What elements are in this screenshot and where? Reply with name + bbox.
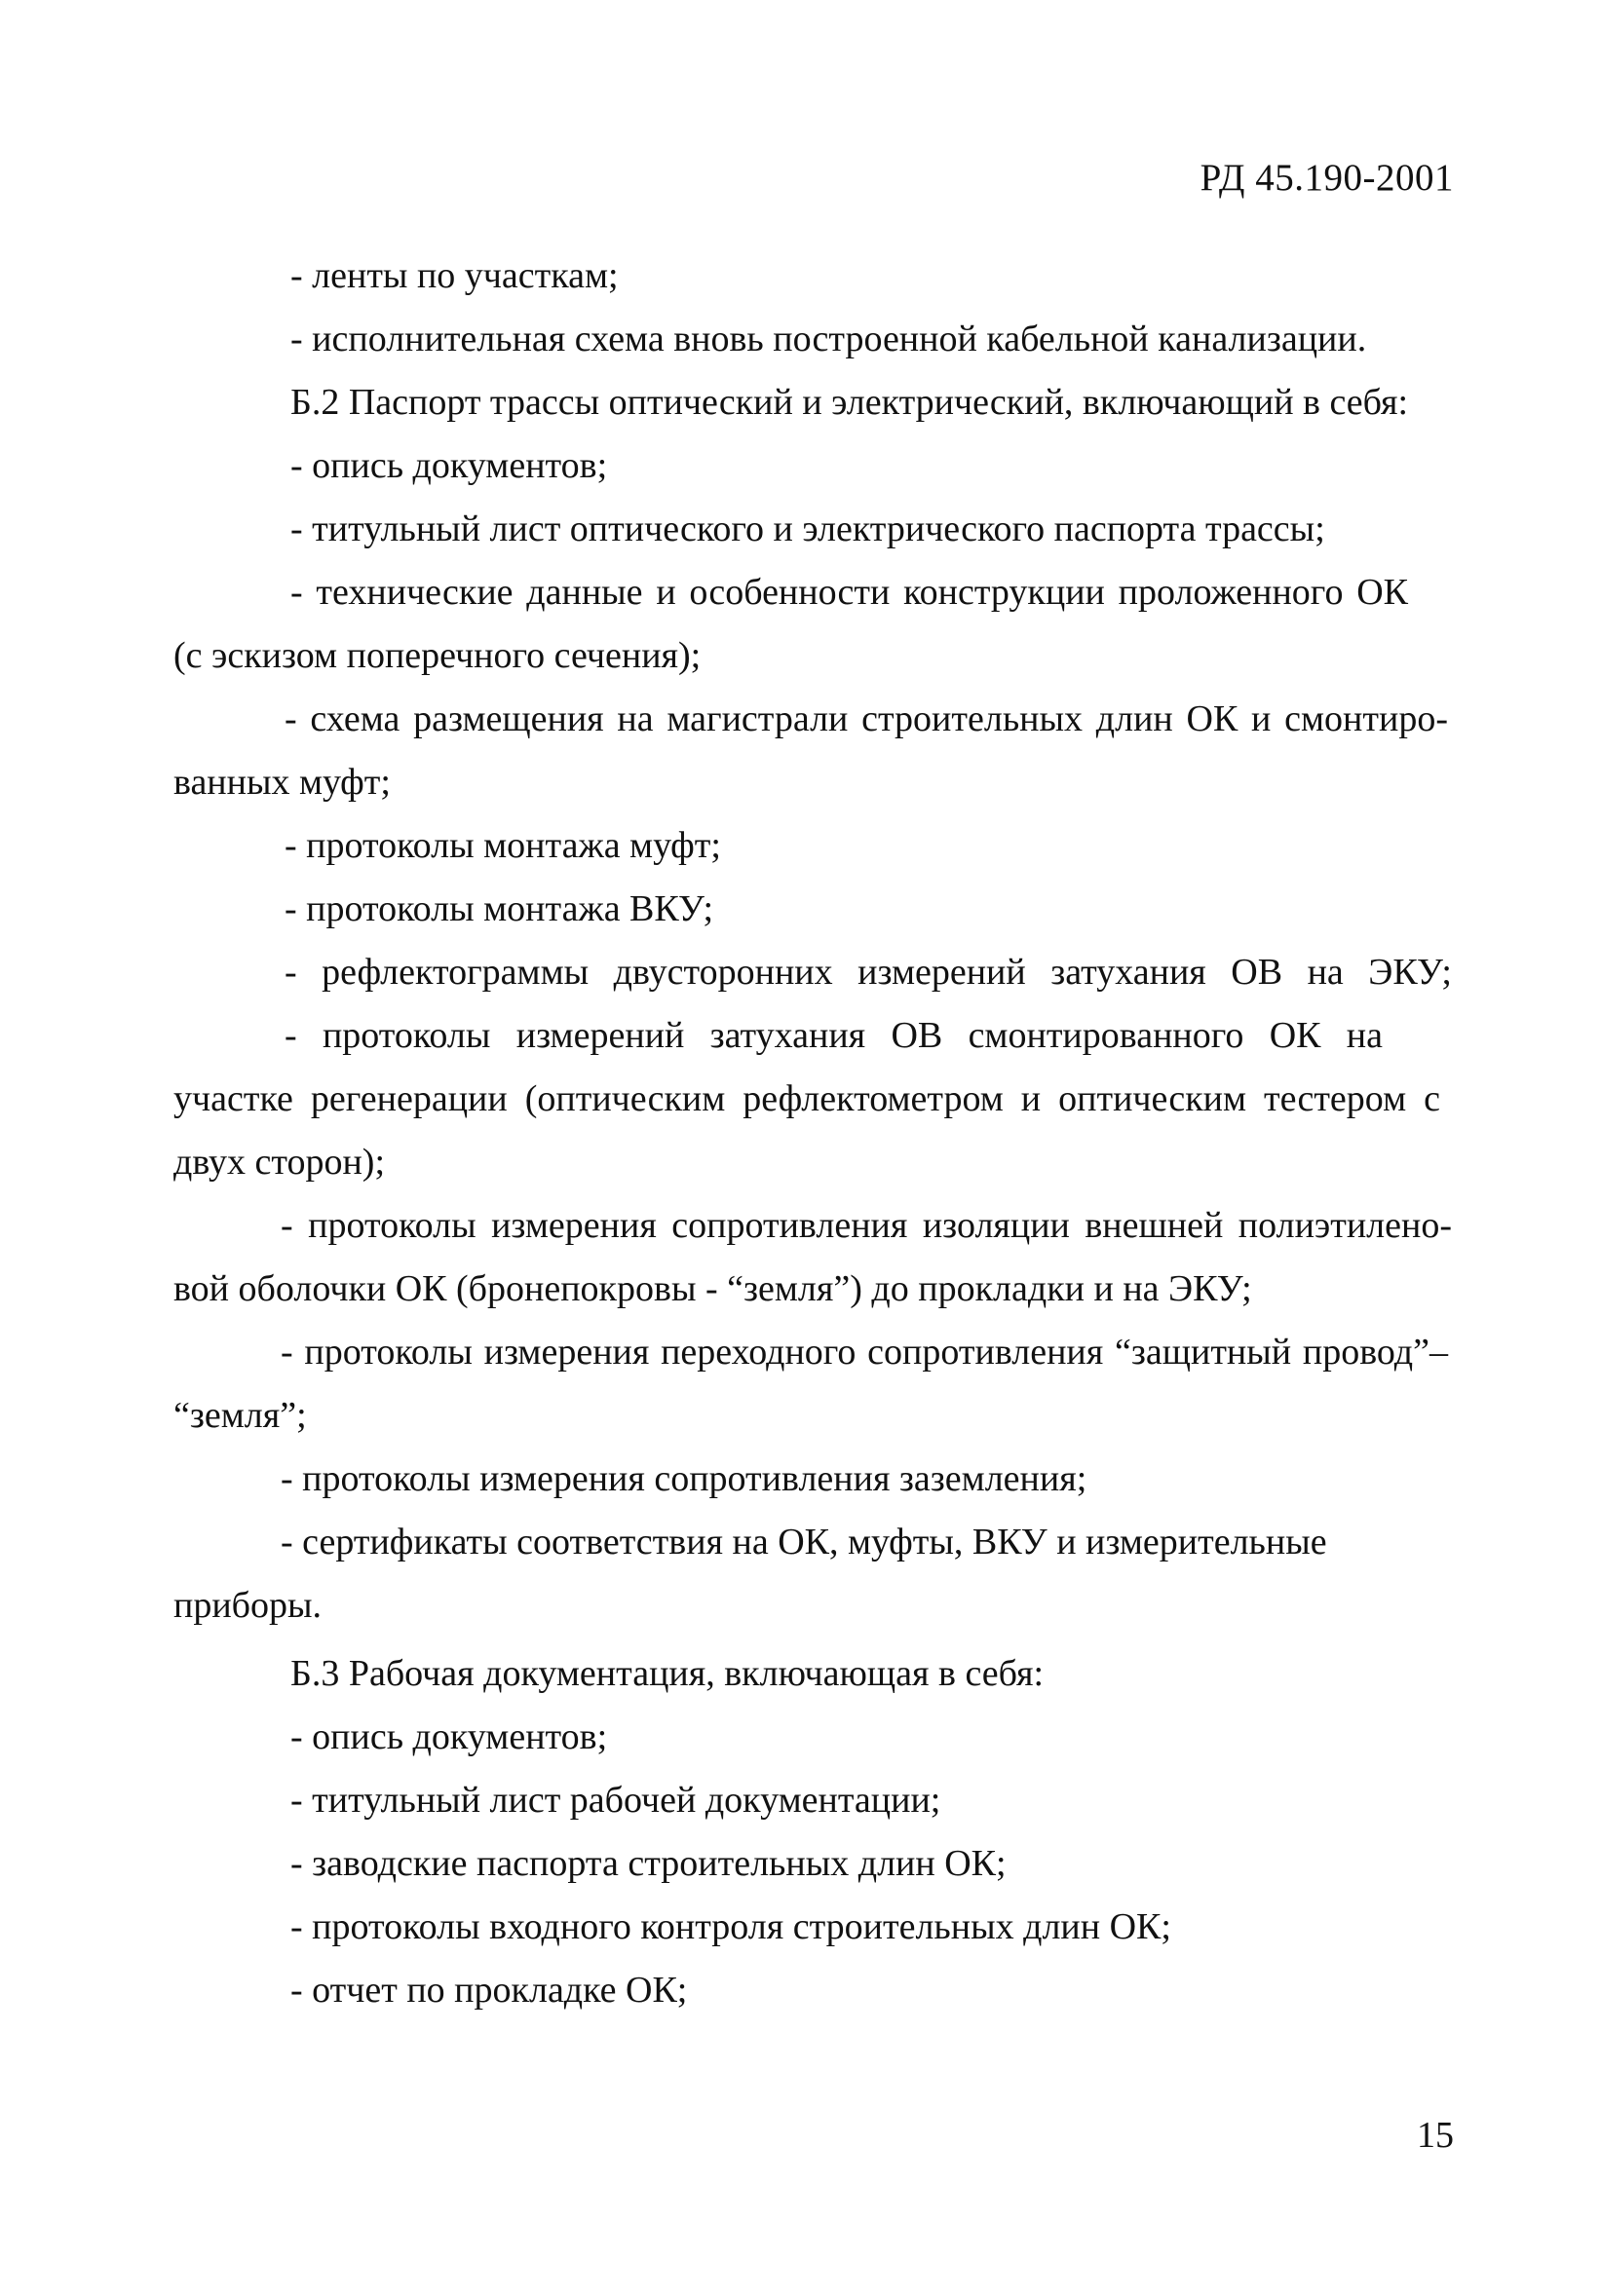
text-line: - ленты по участкам; — [290, 255, 619, 296]
text-line: - протоколы измерения сопротивления заземления; — [281, 1458, 1087, 1499]
text-line: - рефлектограммы двусторонних измерений затухания ОВ на ЭКУ; — [285, 952, 1452, 993]
text-line: двух сторон); — [173, 1142, 385, 1183]
text-line: - протоколы измерения сопротивления изоляции внешней полиэтилено- — [281, 1205, 1452, 1246]
text-line: участке регенерации (оптическим рефлектометром и оптическим тестером с — [173, 1078, 1440, 1119]
text-line: приборы. — [173, 1585, 323, 1626]
text-line: - протоколы монтажа ВКУ; — [285, 888, 714, 929]
page-number: 15 — [1417, 2115, 1454, 2156]
text-line: - технические данные и особенности конструкции проложенного ОК — [290, 572, 1408, 613]
text-line: - опись документов; — [290, 445, 608, 486]
text-line: - протоколы измерений затухания ОВ смонтированного ОК на — [285, 1015, 1383, 1056]
text-line: - титульный лист оптического и электрического паспорта трассы; — [290, 508, 1325, 549]
text-line: - протоколы измерения переходного сопротивления “защитный провод”– — [281, 1332, 1448, 1373]
text-line: - опись документов; — [290, 1716, 608, 1757]
section-heading-b3: Б.3 Рабочая документация, включающая в себя: — [290, 1653, 1045, 1694]
text-line: ванных муфт; — [173, 762, 391, 803]
text-line: (с эскизом поперечного сечения); — [173, 635, 702, 676]
document-code-header: РД 45.190-2001 — [1200, 157, 1454, 199]
text-line: - отчет по прокладке ОК; — [290, 1970, 688, 2011]
text-line: - исполнительная схема вновь построенной кабельной канализации. — [290, 319, 1367, 359]
text-line: - заводские паспорта строительных длин ОК; — [290, 1843, 1007, 1884]
section-heading-b2: Б.2 Паспорт трассы оптический и электрический, включающий в себя: — [290, 382, 1409, 423]
text-line: “земля”; — [173, 1395, 307, 1436]
text-line: - схема размещения на магистрали строительных длин ОК и смонтиро- — [285, 698, 1448, 739]
text-line: - протоколы монтажа муфт; — [285, 825, 721, 866]
text-line: - титульный лист рабочей документации; — [290, 1780, 941, 1821]
text-line: вой оболочки ОК (бронепокровы - “земля”) до прокладки и на ЭКУ; — [173, 1268, 1252, 1309]
text-line: - сертификаты соответствия на ОК, муфты, ВКУ и измерительные — [281, 1522, 1327, 1562]
text-line: - протоколы входного контроля строительных длин ОК; — [290, 1906, 1171, 1947]
